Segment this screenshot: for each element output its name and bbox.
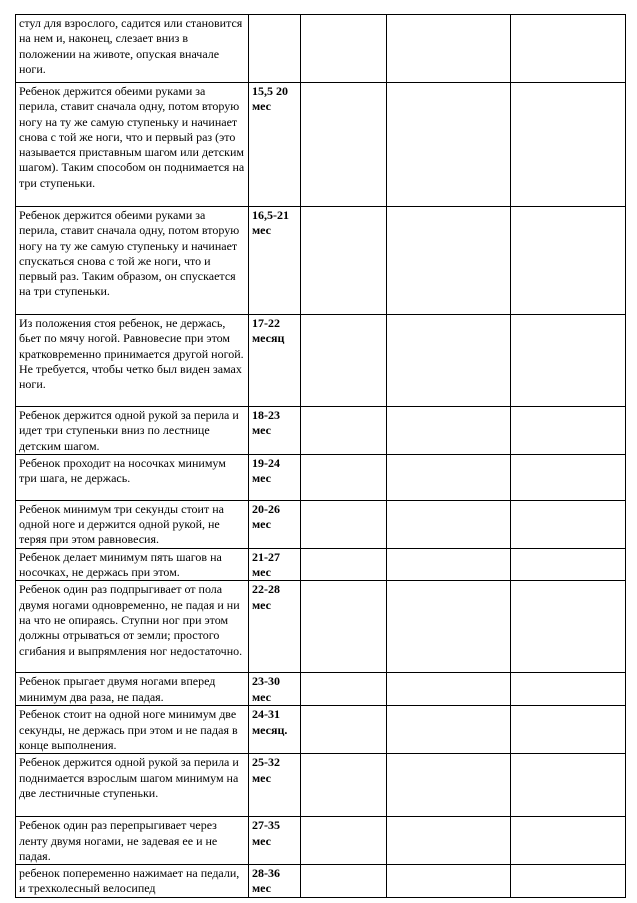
empty-cell bbox=[511, 817, 626, 865]
table-row bbox=[16, 548, 626, 581]
empty-cell bbox=[301, 407, 387, 455]
table-row bbox=[16, 706, 626, 754]
empty-cell bbox=[387, 673, 511, 706]
milestone-description: ребенок попеременно нажимает на педали, и трехколесный велосипед bbox=[16, 865, 249, 898]
table-row bbox=[16, 454, 626, 500]
empty-cell bbox=[511, 581, 626, 673]
empty-cell bbox=[511, 407, 626, 455]
empty-cell bbox=[511, 83, 626, 207]
table-row bbox=[16, 673, 626, 706]
milestone-description: Ребенок прыгает двумя ногами вперед минимум два раза, не падая. bbox=[16, 673, 249, 706]
milestone-description: Ребенок один раз перепрыгивает через ленту двумя ногами, не задевая ее и не падая. bbox=[16, 817, 249, 865]
milestone-description: Ребенок проходит на носочках минимум три шага, не держась. bbox=[16, 454, 249, 500]
empty-cell bbox=[301, 315, 387, 407]
empty-cell bbox=[301, 706, 387, 754]
empty-cell bbox=[387, 754, 511, 817]
empty-cell bbox=[387, 500, 511, 548]
milestone-description: Ребенок держится одной рукой за перила и идет три ступеньки вниз по лестнице детским шагом. bbox=[16, 407, 249, 455]
table-row bbox=[16, 581, 626, 673]
table-row bbox=[16, 500, 626, 548]
empty-cell bbox=[301, 15, 387, 83]
empty-cell bbox=[511, 454, 626, 500]
empty-cell bbox=[301, 754, 387, 817]
age-range: 17-22 месяц bbox=[249, 315, 301, 407]
empty-cell bbox=[301, 207, 387, 315]
table-row bbox=[16, 83, 626, 207]
empty-cell bbox=[301, 817, 387, 865]
age-range: 23-30 мес bbox=[249, 673, 301, 706]
motor-milestones-table bbox=[15, 14, 626, 898]
table-row bbox=[16, 817, 626, 865]
empty-cell bbox=[387, 548, 511, 581]
empty-cell bbox=[387, 865, 511, 898]
empty-cell bbox=[387, 454, 511, 500]
empty-cell bbox=[387, 207, 511, 315]
empty-cell bbox=[511, 315, 626, 407]
milestone-description: Ребенок держится обеими руками за перила, ставит сначала одну, потом вторую ногу на ту же самую ступеньку и начинает снова с той же ноги, что и первый раз (это называется приставным шагом или детским шагом). Таким способом он поднимается на три ступеньки. bbox=[16, 83, 249, 207]
empty-cell bbox=[387, 581, 511, 673]
document-page bbox=[15, 14, 626, 898]
empty-cell bbox=[511, 548, 626, 581]
empty-cell bbox=[301, 500, 387, 548]
empty-cell bbox=[301, 581, 387, 673]
empty-cell bbox=[301, 548, 387, 581]
empty-cell bbox=[387, 706, 511, 754]
milestone-description: Ребенок делает минимум пять шагов на носочках, не держась при этом. bbox=[16, 548, 249, 581]
age-range bbox=[249, 15, 301, 83]
age-range: 27-35 мес bbox=[249, 817, 301, 865]
age-range: 20-26 мес bbox=[249, 500, 301, 548]
age-range: 16,5-21 мес bbox=[249, 207, 301, 315]
empty-cell bbox=[301, 865, 387, 898]
empty-cell bbox=[511, 15, 626, 83]
table-row bbox=[16, 754, 626, 817]
milestone-description: Ребенок держится обеими руками за перила, ставит сначала одну, потом вторую ногу на ту же самую ступеньку и начинает спускаться снова с той же ноги, что и первый раз. Таким образом, он спускается на три ступеньки. bbox=[16, 207, 249, 315]
table-row bbox=[16, 15, 626, 83]
table-row bbox=[16, 207, 626, 315]
age-range: 18-23 мес bbox=[249, 407, 301, 455]
table-row bbox=[16, 407, 626, 455]
age-range: 22-28 мес bbox=[249, 581, 301, 673]
empty-cell bbox=[511, 754, 626, 817]
empty-cell bbox=[511, 706, 626, 754]
empty-cell bbox=[387, 315, 511, 407]
age-range: 15,5 20 мес bbox=[249, 83, 301, 207]
age-range: 24-31 месяц. bbox=[249, 706, 301, 754]
empty-cell bbox=[387, 83, 511, 207]
empty-cell bbox=[387, 15, 511, 83]
empty-cell bbox=[387, 817, 511, 865]
empty-cell bbox=[511, 207, 626, 315]
age-range: 25-32 мес bbox=[249, 754, 301, 817]
age-range: 28-36 мес bbox=[249, 865, 301, 898]
age-range: 21-27 мес bbox=[249, 548, 301, 581]
milestone-description: Ребенок стоит на одной ноге минимум две секунды, не держась при этом и не падая в конце выполнения. bbox=[16, 706, 249, 754]
empty-cell bbox=[301, 454, 387, 500]
milestone-description: Ребенок держится одной рукой за перила и поднимается взрослым шагом минимум на две лестничные ступеньки. bbox=[16, 754, 249, 817]
milestone-description: Из положения стоя ребенок, не держась, бьет по мячу ногой. Равновесие при этом кратковременно принимается другой ногой. Не требуется, чтобы четко был виден замах ноги. bbox=[16, 315, 249, 407]
table-row bbox=[16, 865, 626, 898]
empty-cell bbox=[387, 407, 511, 455]
milestone-description: Ребенок один раз подпрыгивает от пола двумя ногами одновременно, не падая и ни на что не опираясь. Ступни ног при этом должны отрываться от земли; простого сгибания и выпрямления ног недостаточно. bbox=[16, 581, 249, 673]
age-range: 19-24 мес bbox=[249, 454, 301, 500]
milestone-description: Ребенок минимум три секунды стоит на одной ноге и держится одной рукой, не теряя при этом равновесия. bbox=[16, 500, 249, 548]
empty-cell bbox=[301, 673, 387, 706]
empty-cell bbox=[511, 673, 626, 706]
empty-cell bbox=[511, 865, 626, 898]
empty-cell bbox=[511, 500, 626, 548]
milestone-description: стул для взрослого, садится или становится на нем и, наконец, слезает вниз в положении на животе, опуская вначале ноги. bbox=[16, 15, 249, 83]
empty-cell bbox=[301, 83, 387, 207]
table-row bbox=[16, 315, 626, 407]
